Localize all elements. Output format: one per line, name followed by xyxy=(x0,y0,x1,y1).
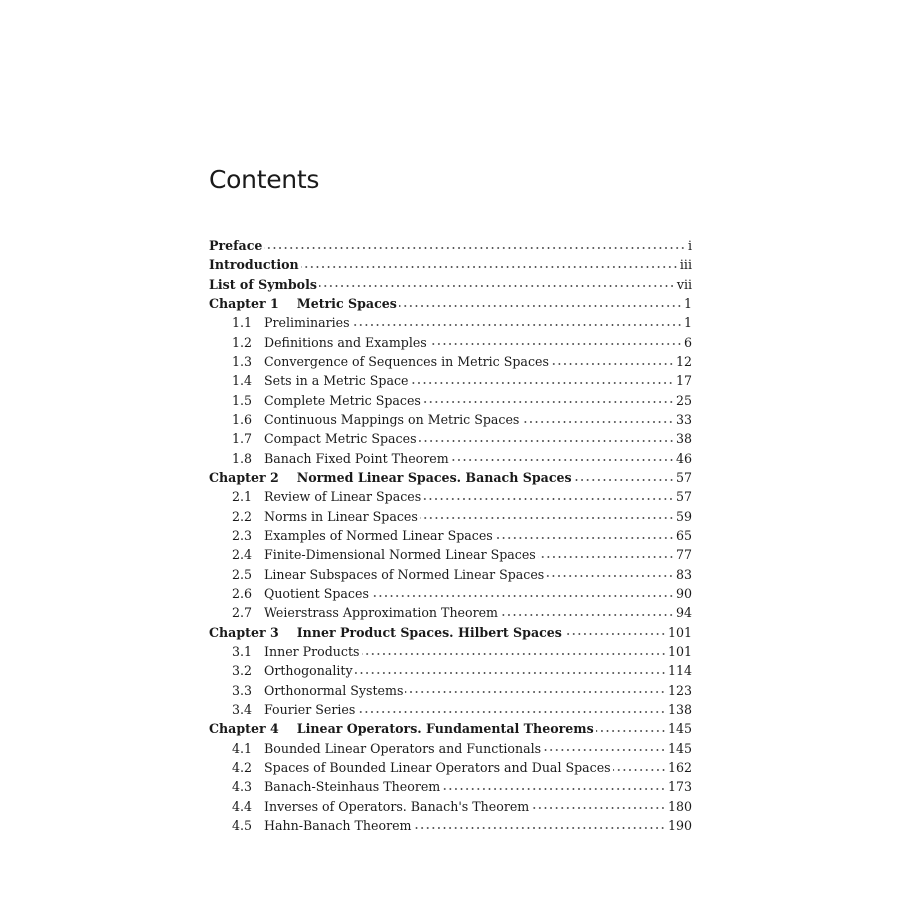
dot-leader xyxy=(355,671,666,675)
toc-chapter-entry-page-number: 57 xyxy=(675,469,692,485)
dot-leader xyxy=(531,806,666,810)
toc-section-entry-page-number: 90 xyxy=(675,585,692,601)
toc-section-entry-number: 2.2 xyxy=(232,508,253,524)
toc-section-entry-page-number: 94 xyxy=(675,605,692,621)
toc-section-entry-number: 1.4 xyxy=(232,373,253,389)
toc-chapter-entry-number: Chapter 4 xyxy=(209,721,279,737)
toc-section-entry[interactable] xyxy=(209,739,692,758)
toc-chapter-entry-page-number: 145 xyxy=(667,721,692,737)
toc-section-entry-page-number: 1 xyxy=(683,315,692,331)
toc-section-entry-title: Definitions and Examples xyxy=(264,334,427,350)
toc-section-entry-title: Linear Subspaces of Normed Linear Spaces xyxy=(264,566,545,582)
toc-section-entry-page-number: 57 xyxy=(675,489,692,505)
dot-leader xyxy=(371,594,674,598)
toc-front-matter-item[interactable] xyxy=(209,255,692,274)
toc-section-entry[interactable] xyxy=(209,507,692,526)
toc-section-entry[interactable] xyxy=(209,681,692,700)
dot-leader xyxy=(596,729,666,733)
toc-section-entry[interactable] xyxy=(209,333,692,352)
toc-chapter-entry[interactable] xyxy=(209,468,692,487)
toc-section-entry-title: Complete Metric Spaces xyxy=(264,392,421,408)
dot-leader xyxy=(264,246,686,250)
dot-leader xyxy=(574,478,674,482)
toc-section-entry-page-number: 77 xyxy=(675,547,692,563)
toc-section-entry-title: Continuous Mappings on Metric Spaces xyxy=(264,411,520,427)
toc-section-entry-title: Examples of Normed Linear Spaces xyxy=(264,527,493,543)
toc-section-entry-number: 1.8 xyxy=(232,450,253,466)
toc-section-entry[interactable] xyxy=(209,429,692,448)
toc-section-entry-title: Compact Metric Spaces xyxy=(264,431,417,447)
dot-leader xyxy=(538,555,674,559)
page-title: Contents xyxy=(209,165,320,194)
toc-section-entry-number: 1.2 xyxy=(232,334,253,350)
toc-section-entry-number: 1.1 xyxy=(232,315,253,331)
dot-leader xyxy=(429,342,682,346)
toc-section-entry[interactable] xyxy=(209,797,692,816)
toc-section-entry-title: Weierstrass Approximation Theorem xyxy=(264,605,498,621)
toc-section-entry-number: 3.3 xyxy=(232,682,253,698)
dot-leader xyxy=(495,536,674,540)
toc-section-entry[interactable] xyxy=(209,410,692,429)
toc-section-entry[interactable] xyxy=(209,700,692,719)
dot-leader xyxy=(357,710,666,714)
toc-section-entry-page-number: 114 xyxy=(667,663,692,679)
dot-leader xyxy=(423,400,674,404)
toc-chapter-entry-title: Normed Linear Spaces. Banach Spaces xyxy=(296,469,572,485)
toc-chapter-entry-page-number: 1 xyxy=(683,295,692,311)
toc-section-entry-number: 2.6 xyxy=(232,585,253,601)
toc-front-matter-item-page-number: i xyxy=(687,238,692,253)
dot-leader xyxy=(423,497,674,501)
dot-leader xyxy=(410,381,673,385)
toc-section-entry-title: Convergence of Sequences in Metric Spaces xyxy=(264,353,549,369)
toc-section-entry-title: Review of Linear Spaces xyxy=(264,489,422,505)
dot-leader xyxy=(551,362,674,366)
toc-section-entry-page-number: 180 xyxy=(667,798,692,814)
toc-section-entry-number: 1.3 xyxy=(232,353,253,369)
dot-leader xyxy=(352,323,682,327)
dot-leader xyxy=(419,439,674,443)
toc-chapter-entry-number: Chapter 2 xyxy=(209,469,279,485)
dot-leader xyxy=(546,574,674,578)
toc-section-entry-page-number: 12 xyxy=(675,353,692,369)
toc-section-entry-number: 2.7 xyxy=(232,605,253,621)
toc-section-entry-page-number: 59 xyxy=(675,508,692,524)
toc-section-entry[interactable] xyxy=(209,487,692,506)
toc-section-entry[interactable] xyxy=(209,758,692,777)
toc-section-entry-number: 4.4 xyxy=(232,798,253,814)
toc-section-entry-title: Bounded Linear Operators and Functionals xyxy=(264,740,542,756)
toc-section-entry-page-number: 33 xyxy=(675,411,692,427)
toc-section-entry[interactable] xyxy=(209,391,692,410)
toc-section-entry-title: Quotient Spaces xyxy=(264,585,369,601)
toc-chapter-entry[interactable] xyxy=(209,294,692,313)
toc-section-entry-number: 1.5 xyxy=(232,392,253,408)
toc-section-entry-title: Spaces of Bounded Linear Operators and Dual Spaces xyxy=(264,759,611,775)
toc-section-entry[interactable] xyxy=(209,526,692,545)
dot-leader xyxy=(564,632,666,636)
toc-section-entry-title: Orthonormal Systems xyxy=(264,682,404,698)
toc-section-entry[interactable] xyxy=(209,352,692,371)
table-of-contents xyxy=(209,236,692,835)
toc-front-matter-item-title: Preface xyxy=(209,238,263,253)
toc-chapter-entry-number: Chapter 3 xyxy=(209,624,279,640)
toc-section-entry-page-number: 83 xyxy=(675,566,692,582)
dot-leader xyxy=(543,748,666,752)
toc-section-entry[interactable] xyxy=(209,661,692,680)
toc-section-entry-title: Orthogonality xyxy=(264,663,353,679)
toc-chapter-entry-title: Inner Product Spaces. Hilbert Spaces xyxy=(296,624,562,640)
toc-front-matter-item-title: List of Symbols xyxy=(209,276,317,292)
toc-chapter-entry-number: Chapter 1 xyxy=(209,295,279,311)
toc-section-entry-number: 4.1 xyxy=(232,740,253,756)
dot-leader xyxy=(451,458,674,462)
toc-section-entry[interactable] xyxy=(209,371,692,390)
toc-section-entry[interactable] xyxy=(209,642,692,661)
toc-section-entry[interactable] xyxy=(209,777,692,796)
toc-front-matter-item-page-number: vii xyxy=(676,276,692,292)
dot-leader xyxy=(413,826,665,830)
toc-section-entry-title: Banach-Steinhaus Theorem xyxy=(264,779,441,795)
toc-section-entry-page-number: 190 xyxy=(667,817,692,833)
toc-chapter-entry-page-number: 101 xyxy=(667,624,692,640)
toc-chapter-entry[interactable] xyxy=(209,623,692,642)
dot-leader xyxy=(319,284,675,288)
toc-section-entry-number: 1.6 xyxy=(232,411,253,427)
toc-section-entry[interactable] xyxy=(209,565,692,584)
toc-section-entry[interactable] xyxy=(209,816,692,835)
dot-leader xyxy=(500,613,674,617)
toc-section-entry-number: 4.2 xyxy=(232,759,253,775)
toc-section-entry-page-number: 65 xyxy=(675,527,692,543)
toc-section-entry-page-number: 101 xyxy=(667,643,692,659)
toc-section-entry-page-number: 38 xyxy=(675,431,692,447)
toc-front-matter-item-page-number: iii xyxy=(679,257,692,273)
toc-section-entry-title: Preliminaries xyxy=(264,315,350,331)
toc-front-matter-item-title: Introduction xyxy=(209,257,299,273)
toc-section-entry-page-number: 173 xyxy=(667,779,692,795)
dot-leader xyxy=(405,690,666,694)
toc-section-entry-page-number: 123 xyxy=(667,682,692,698)
dot-leader xyxy=(521,420,674,424)
toc-section-entry[interactable] xyxy=(209,449,692,468)
toc-section-entry-title: Banach Fixed Point Theorem xyxy=(264,450,449,466)
toc-section-entry-page-number: 138 xyxy=(667,701,692,717)
toc-section-entry[interactable] xyxy=(209,584,692,603)
toc-section-entry-page-number: 162 xyxy=(667,759,692,775)
dot-leader xyxy=(613,768,666,772)
toc-section-entry-number: 3.2 xyxy=(232,663,253,679)
toc-section-entry-title: Norms in Linear Spaces xyxy=(264,508,418,524)
toc-section-entry-number: 1.7 xyxy=(232,431,253,447)
toc-section-entry-title: Inverses of Operators. Banach's Theorem xyxy=(264,798,530,814)
toc-section-entry-page-number: 46 xyxy=(675,450,692,466)
toc-section-entry-number: 3.1 xyxy=(232,643,253,659)
toc-section-entry-number: 2.3 xyxy=(232,527,253,543)
toc-section-entry-title: Hahn-Banach Theorem xyxy=(264,817,412,833)
toc-section-entry-page-number: 145 xyxy=(667,740,692,756)
toc-chapter-entry[interactable] xyxy=(209,719,692,738)
toc-section-entry[interactable] xyxy=(209,545,692,564)
toc-chapter-entry-title: Metric Spaces xyxy=(296,295,397,311)
toc-section-entry-title: Inner Products xyxy=(264,643,360,659)
toc-chapter-entry-title: Linear Operators. Fundamental Theorems xyxy=(296,721,594,737)
dot-leader xyxy=(301,265,678,269)
toc-section-entry[interactable] xyxy=(209,313,692,332)
toc-section-entry-number: 3.4 xyxy=(232,701,253,717)
toc-section-entry-number: 2.1 xyxy=(232,489,253,505)
toc-section-entry-number: 4.3 xyxy=(232,779,253,795)
dot-leader xyxy=(362,652,666,656)
dot-leader xyxy=(442,787,666,791)
dot-leader xyxy=(420,516,674,520)
toc-front-matter-item[interactable] xyxy=(209,236,692,255)
dot-leader xyxy=(399,304,682,308)
toc-section-entry-page-number: 25 xyxy=(675,392,692,408)
toc-front-matter-item[interactable] xyxy=(209,275,692,294)
toc-section-entry-title: Sets in a Metric Space xyxy=(264,373,409,389)
toc-section-entry-title: Fourier Series xyxy=(264,701,356,717)
toc-section-entry-title: Finite-Dimensional Normed Linear Spaces xyxy=(264,547,536,563)
toc-section-entry-number: 2.4 xyxy=(232,547,253,563)
toc-section-entry-number: 2.5 xyxy=(232,566,253,582)
toc-section-entry-page-number: 6 xyxy=(683,334,692,350)
toc-section-entry-number: 4.5 xyxy=(232,817,253,833)
toc-section-entry[interactable] xyxy=(209,603,692,622)
toc-section-entry-page-number: 17 xyxy=(675,373,692,389)
